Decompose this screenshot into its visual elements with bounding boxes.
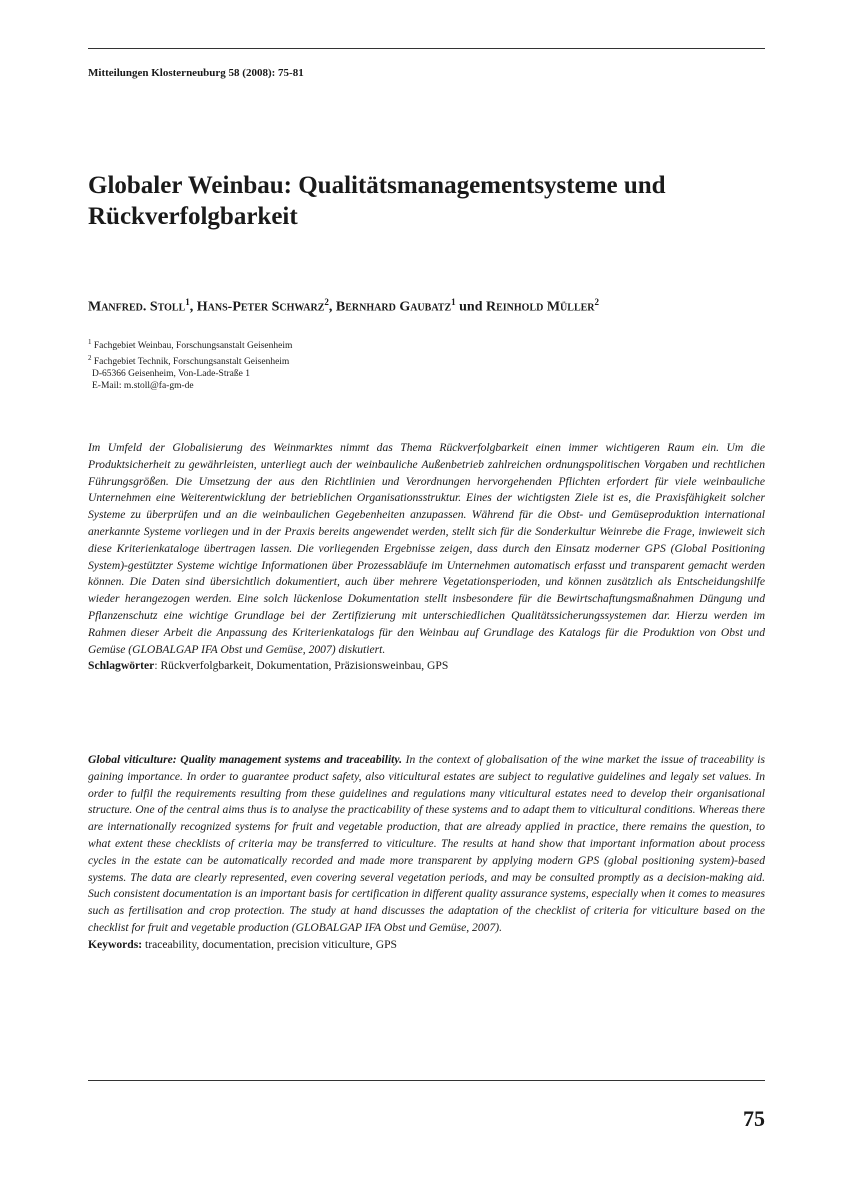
journal-citation: Mitteilungen Klosterneuburg 58 (2008): 75-81 bbox=[88, 67, 304, 79]
abstract-german bbox=[88, 440, 765, 675]
abstract-german-text: Im Umfeld der Globalisierung des Weinmarktes nimmt das Thema Rückverfolgbarkeit einen immer wichtigeren Raum ein. Um die Produktsicherheit zu gewährleisten, unterliegt auch der weinbauliche Außenbetrieb zahlreichen ordnungspolitischen Vorgaben und rechtlichen Führungsgrößen. Die Umsetzung der aus den Richtlinien und Verordnungen hervorgehenden Pflichten erfordert für viele weinbauliche Unternehmen eine Weiterentwicklung der betrieblichen Organisationsstruktur. Eines der wichtigsten Ziele ist es, die Praxisfähigkeit solcher Systeme zu überprüfen und an die weinbaulichen Gegebenheiten anzupassen. Während für die Obst- und Gemüseproduktion international anerkannte Systeme vorliegen und in der Praxis bereits angewendet werden, stellt sich für die Sonderkultur Weinrebe die Frage, inwieweit sich diese Kriterienkataloge übertragen lassen. Die vorliegenden Ergebnisse zeigen, dass durch den Einsatz moderner GPS (Global Positioning System)-gestützter Systeme wichtige Informationen über Prozessabläufe im Unternehmen automatisch erfasst und transparent gemacht werden können. Die Daten sind übersichtlich dokumentiert, auch über mehrere Vegetationsperioden, und können zusätzlich als Entscheidungshilfe wieder herangezogen werden. Eine solch lückenlose Dokumentation stellt insbesondere für die Bewirtschaftungsmaßnahmen Düngung und Pflanzenschutz eine wichtige Grundlage bei der Zertifizierung mit unterschiedlichen Qualitätssicherungssystemen dar. Hierzu werden im Rahmen dieser Arbeit die Anpassung des Kriterienkatalogs für den Weinbau auf Grundlage des Katalogs für die Produktion von Obst und Gemüse (GLOBALGAP IFA Obst und Gemüse, 2007) diskutiert. bbox=[88, 441, 765, 656]
keywords-german bbox=[88, 658, 765, 675]
author-name: Manfred. Stoll bbox=[88, 299, 186, 315]
author-list bbox=[88, 297, 778, 316]
author-separator: , bbox=[328, 299, 336, 315]
author-affiliation-mark: 1 bbox=[451, 297, 456, 307]
abstract-english-title: Global viticulture: Quality management systems and traceability. bbox=[88, 753, 403, 766]
abstract-english-text: In the context of globalisation of the wine market the issue of traceability is gaining importance. In order to guarantee product safety, also viticultural estates are subject to regulative guidelines and legaly set values. In order to fulfil the requirements resulting from these guidelines and regulations many viticultural estates need to develop their organisational structure. One of the central aims thus is to analyse the practicability of these systems and to adapt them to viticultural conditions. Whereas there are internationally recognized systems for fruit and vegetable production, that are already applied in practice, there remains the question, to what extent these checklists of criteria may be transferred to viticulture. The results at hand show that important information about process cycles in the estate can be automatically recorded and made more transparent by applying modern GPS (global positioning system)-based systems. The data are clearly represented, even covering several vegetation periods, and may be consulted promptly as a decision-making aid. Such consistent documentation is an important basis for certification in different quality assurance systems, especially when it comes to measures such as fertilisation and crop protection. The study at hand discusses the adaptation of the checklist of criteria for viticulture based on the checklist for fruit and vegetable production (GLOBALGAP IFA Obst und Gemüse, 2007). bbox=[88, 753, 765, 934]
page-number: 75 bbox=[743, 1106, 765, 1131]
abstract-english bbox=[88, 752, 765, 954]
affiliation-line bbox=[88, 336, 292, 352]
author-affiliation-mark: 1 bbox=[185, 297, 190, 307]
author-name: Reinhold Müller bbox=[486, 299, 595, 315]
footer-rule bbox=[88, 1080, 765, 1081]
affiliation-number: 1 bbox=[88, 338, 92, 346]
affiliation-line bbox=[88, 352, 292, 368]
keywords-english-text: traceability, documentation, precision viticulture, GPS bbox=[142, 937, 398, 951]
article-title: Globaler Weinbau: Qualitätsmanagementsysteme und Rückverfolgbarkeit bbox=[88, 172, 666, 230]
author-affiliation-mark: 2 bbox=[324, 297, 329, 307]
keywords-german-text: : Rückverfolgbarkeit, Dokumentation, Präzisionsweinbau, GPS bbox=[154, 659, 449, 673]
affiliation-number: 2 bbox=[88, 354, 92, 363]
keywords-english-label: Keywords: bbox=[88, 937, 143, 951]
affiliation-text: Fachgebiet Weinbau, Forschungsanstalt Geisenheim bbox=[93, 341, 293, 352]
author-conjunction: und bbox=[455, 299, 486, 315]
keywords-german-label: Schlagwörter bbox=[88, 659, 155, 673]
author-separator: , bbox=[189, 299, 197, 315]
email-address: E-Mail: m.stoll@fa-gm-de bbox=[92, 381, 194, 392]
abstract-english-paragraph bbox=[88, 752, 765, 937]
author-affiliation-mark: 2 bbox=[594, 297, 600, 307]
affiliation-text: Fachgebiet Technik, Forschungsanstalt Geisenheim bbox=[93, 357, 290, 368]
author-name: Hans-Peter Schwarz bbox=[196, 299, 325, 315]
keywords-english bbox=[88, 937, 765, 954]
postal-address: D-65366 Geisenheim, Von-Lade-Straße 1 bbox=[92, 369, 250, 380]
affiliations-block bbox=[88, 336, 292, 392]
header-rule bbox=[88, 48, 765, 49]
author-name: Bernhard Gaubatz bbox=[335, 299, 452, 315]
